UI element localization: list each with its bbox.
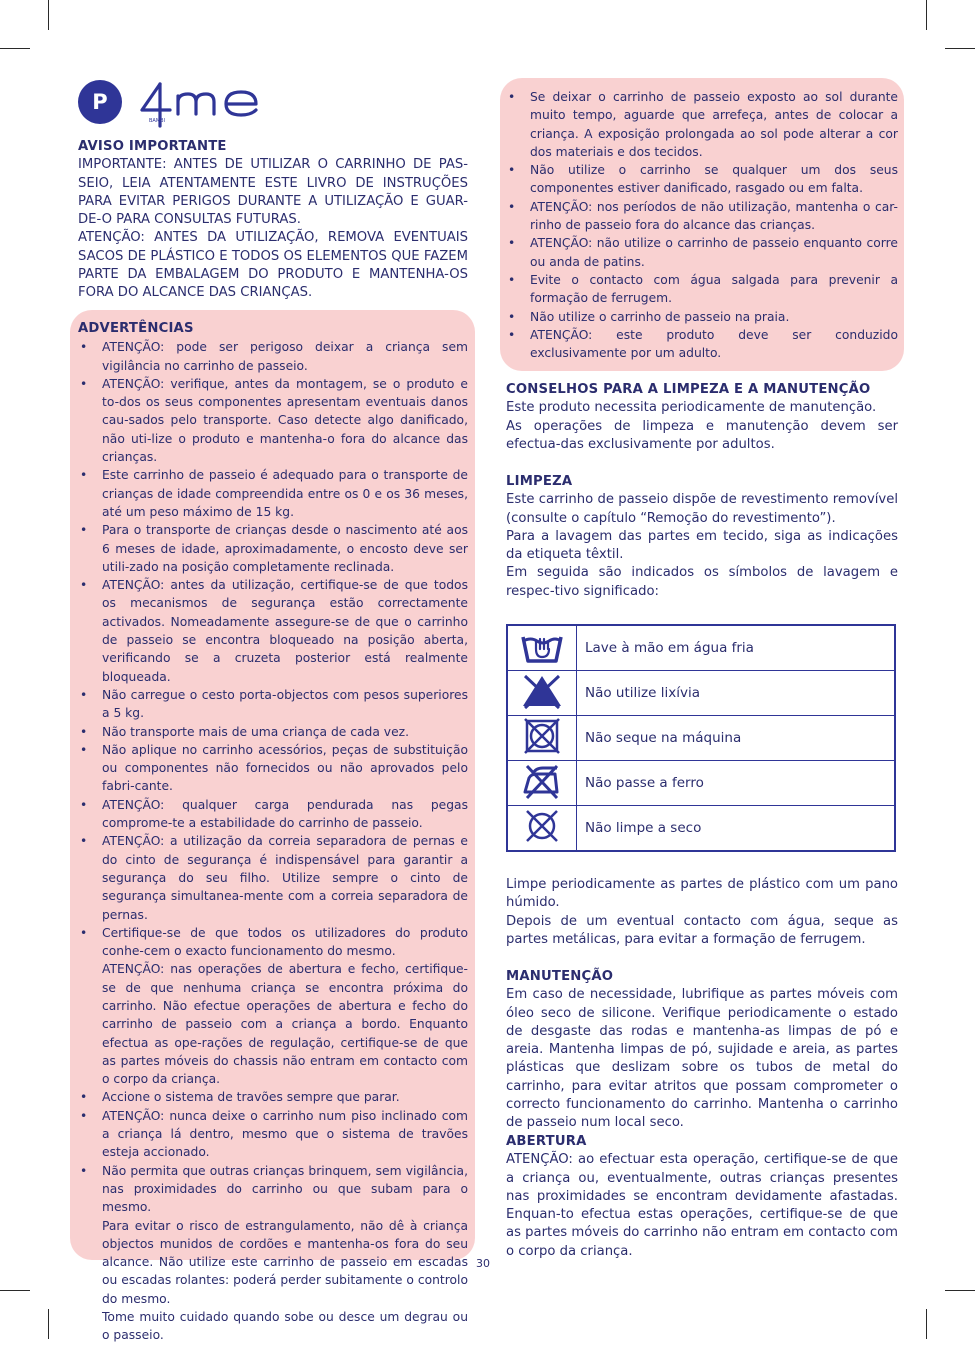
table-row <box>507 625 895 671</box>
list-item: • ATENÇÃO: este produto deve ser conduzido exclusivamente por um adulto. <box>506 326 898 363</box>
warnings-continued-list <box>506 88 898 362</box>
list-item: • Não carregue o cesto porta-objectos com pesos superiores a 5 kg. <box>78 686 468 723</box>
list-item: • ATENÇÃO: a utilização da correia separadora de pernas e do cinto de segurança é indispensável para garantir a segurança do seu filho. Utilize sempre o cinto de segurança simultanea-mente com a correia separadora de pernas. <box>78 832 468 923</box>
table-row <box>507 806 895 852</box>
no-bleach-icon <box>519 672 565 710</box>
wash-label: Não limpe a seco <box>577 806 896 852</box>
list-item: • Não utilize o carrinho se qualquer um dos seus componentes estiver danificado, rasgado ou em falta. <box>506 161 898 198</box>
no-dry-clean-icon <box>519 807 565 845</box>
list-item: • ATENÇÃO: antes da utilização, certifique-se de que todos os mecanismos de segurança estão correctamente activados. Nomeadamente assegure-se de que o carrinho de passeio se encontra bloqueado na posição aberta, verificando se a cruzeta posterior está realmente bloqueada. <box>78 576 468 686</box>
care-section <box>506 381 898 454</box>
crop-mark <box>945 48 975 49</box>
list-item: • Se deixar o carrinho de passeio exposto ao sol durante muito tempo, aguarde que arrefeça, antes de colocar a criança. A exposição prolongada ao sol pode alterar a cor dos materiais e dos tecidos. <box>506 88 898 161</box>
list-item-continuation: Para evitar o risco de estrangulamento, não dê à criança objectos munidos de cordões e mantenha-os fora do seu alcance. Não utilize este carrinho de passeio em escadas ou escadas rolantes: poderá perder subitamente o controlo do mesmo. <box>102 1218 468 1306</box>
list-item: • Este carrinho de passeio é adequado para o transporte de crianças de idade compreendida entre os 0 e os 36 meses, até um peso máximo de 15 kg. <box>78 466 468 521</box>
crop-mark <box>48 1309 49 1339</box>
table-row <box>507 671 895 716</box>
list-item: • ATENÇÃO: qualquer carga pendurada nas pegas comprome-te a estabilidade do carrinho de passeio. <box>78 796 468 833</box>
wash-symbols-table <box>506 624 896 852</box>
crop-mark <box>926 1309 927 1339</box>
list-item-text: • Não permita que outras crianças brinquem, sem vigilância, nas proximidades do carrinho ou que subam para o mesmo. <box>102 1163 468 1215</box>
care-title: CONSELHOS PARA A LIMPEZA E A MANUTENÇÃO <box>506 382 871 397</box>
crop-mark <box>0 48 30 49</box>
warnings-list <box>78 338 468 1344</box>
maintenance-paragraph: Em caso de necessidade, lubrifique as partes móveis com óleo seco de silicone. Verifique periodicamente o estado de desgaste das rodas e mantenha-as limpas de pó e areia. Mantenha limpas de pó, sujidade e areia, as partes plásticas que deslizam sobre os tubos de metal do carrinho, para evitar atritos que possam comprometer o correcto funcionamento do carrinho. Mantenha o carrinho de passeio num local seco. <box>506 987 898 1131</box>
care-paragraph: As operações de limpeza e manutenção devem ser efectua-das exclusivamente por adultos. <box>506 418 898 452</box>
cleaning-paragraph: Para a lavagem das partes em tecido, siga as indicações da etiqueta têxtil. <box>506 528 898 563</box>
list-item: • Não transporte mais de uma criança de cada vez. <box>78 723 468 741</box>
maintenance-title: MANUTENÇÃO <box>506 969 614 984</box>
crop-mark <box>48 0 49 30</box>
crop-mark <box>0 1290 30 1291</box>
list-item: • Não aplique no carrinho acessórios, peças de substituição ou componentes não fornecidos ou não aprovados pelo fabri-cante. <box>78 741 468 796</box>
cleaning-paragraph: Este carrinho de passeio dispõe de revestimento removível (consulte o capítulo “Remoção do revestimento”). <box>506 492 898 526</box>
list-item: • ATENÇÃO: não utilize o carrinho de passeio enquanto corre ou anda de patins. <box>506 234 898 271</box>
cleaning-section <box>506 473 898 601</box>
table-row <box>507 761 895 806</box>
care-paragraph: Este produto necessita periodicamente de manutenção. <box>506 400 877 416</box>
crop-mark <box>926 0 927 30</box>
list-item <box>78 1162 468 1345</box>
notice-title: AVISO IMPORTANTE <box>78 139 227 154</box>
list-item: • Não utilize o carrinho de passeio na praia. <box>506 308 898 326</box>
logo-small-text: BAMBI <box>149 118 166 124</box>
after-table-text <box>506 876 898 949</box>
list-item: • ATENÇÃO: pode ser perigoso deixar a criança sem vigilância no carrinho de passeio. <box>78 338 468 375</box>
opening-title: ABERTURA <box>506 1134 587 1149</box>
list-item: • ATENÇÃO: nos períodos de não utilização, mantenha o car-rinho de passeio fora do alcance das crianças. <box>506 198 898 235</box>
list-item-continuation: Tome muito cuidado quando sobe ou desce um degrau ou o passeio. <box>102 1310 468 1343</box>
opening-section <box>506 1133 898 1261</box>
table-row <box>507 716 895 761</box>
wash-label: Não utilize lixívia <box>577 671 896 716</box>
wash-label: Lave à mão em água fria <box>577 625 896 671</box>
list-item-continuation: ATENÇÃO: nas operações de abertura e fecho, certifique-se de que nenhuma criança se encontra próxima do carrinho. Não efectue operações de abertura e fecho do carrinho de passeio com a criança a bordo. Enquanto efectua as ope-rações de regulação, certifique-se de que as partes móveis do chassis não entram em contacto com o corpo da criança. <box>102 962 468 1087</box>
list-item: • ATENÇÃO: verifique, antes da montagem, se o produto e to-dos os seus componentes apresentam eventuais danos cau-sados pelo transporte. Caso detecte algo danificado, não uti-lize o produto e mantenha-o fora do alcance das crianças. <box>78 375 468 466</box>
cleaning-paragraph: Limpe periodicamente as partes de plástico com um pano húmido. <box>506 877 898 911</box>
list-item: • Evite o contacto com água salgada para prevenir a formação de ferrugem. <box>506 271 898 308</box>
cleaning-paragraph: Em seguida são indicados os símbolos de lavagem e respec-tivo significado: <box>506 565 898 599</box>
notice-paragraph: ATENÇÃO: ANTES DA UTILIZAÇÃO, REMOVA EVENTUAIS SACOS DE PLÁSTICO E TODOS OS ELEMENTOS QUE FAZEM PARTE DA EMBALAGEM DO PRODUTO E MANTENHA-OS FORA DO ALCANCE DAS CRIANÇAS. <box>78 230 468 301</box>
list-item: • Para o transporte de crianças desde o nascimento até aos 6 meses de idade, aproximadamente, o encosto deve ser utili-zado na posição completamente reclinada. <box>78 521 468 576</box>
page-number: 30 <box>476 1257 490 1270</box>
no-iron-icon <box>519 762 565 800</box>
list-item: • Accione o sistema de travões sempre que parar. <box>78 1088 468 1106</box>
wash-label: Não seque na máquina <box>577 716 896 761</box>
brand-logo <box>136 78 264 130</box>
important-notice <box>78 138 468 303</box>
warnings-section <box>78 320 468 1345</box>
hand-wash-icon <box>519 627 565 665</box>
warnings-continued <box>506 88 898 362</box>
list-item: • ATENÇÃO: nunca deixe o carrinho num piso inclinado com a criança lá dentro, mesmo que o sistema de travões esteja accionado. <box>78 1107 468 1162</box>
warnings-title: ADVERTÊNCIAS <box>78 321 194 336</box>
crop-mark <box>945 1290 975 1291</box>
no-tumble-dry-icon <box>519 717 565 755</box>
wash-label: Não passe a ferro <box>577 761 896 806</box>
notice-paragraph: IMPORTANTE: ANTES DE UTILIZAR O CARRINHO DE PAS-SEIO, LEIA ATENTAMENTE ESTE LIVRO DE INSTRUÇÕES PARA EVITAR PERIGOS DURANTE A UTILIZAÇÃO E GUAR-DE-O PARA CONSULTAS FUTURAS. <box>78 157 468 228</box>
language-badge: P <box>78 80 122 124</box>
cleaning-title: LIMPEZA <box>506 474 573 489</box>
maintenance-section <box>506 968 898 1133</box>
list-item-text: • Certifique-se de que todos os utilizadores do produto conhe-cem o exacto funcionamento do mesmo. <box>102 925 468 959</box>
list-item <box>78 924 468 1089</box>
opening-paragraph: ATENÇÃO: ao efectuar esta operação, certifique-se de que a criança ou, eventualmente, outras crianças presentes nas proximidades se encontram devidamente afastadas. Enquan-to efectua estas operações, certifique-se de que as partes móveis do carrinho não entram em contacto com o corpo da criança. <box>506 1152 898 1259</box>
cleaning-paragraph: Depois de um eventual contacto com água, seque as partes metálicas, para evitar a formação de ferrugem. <box>506 913 898 947</box>
